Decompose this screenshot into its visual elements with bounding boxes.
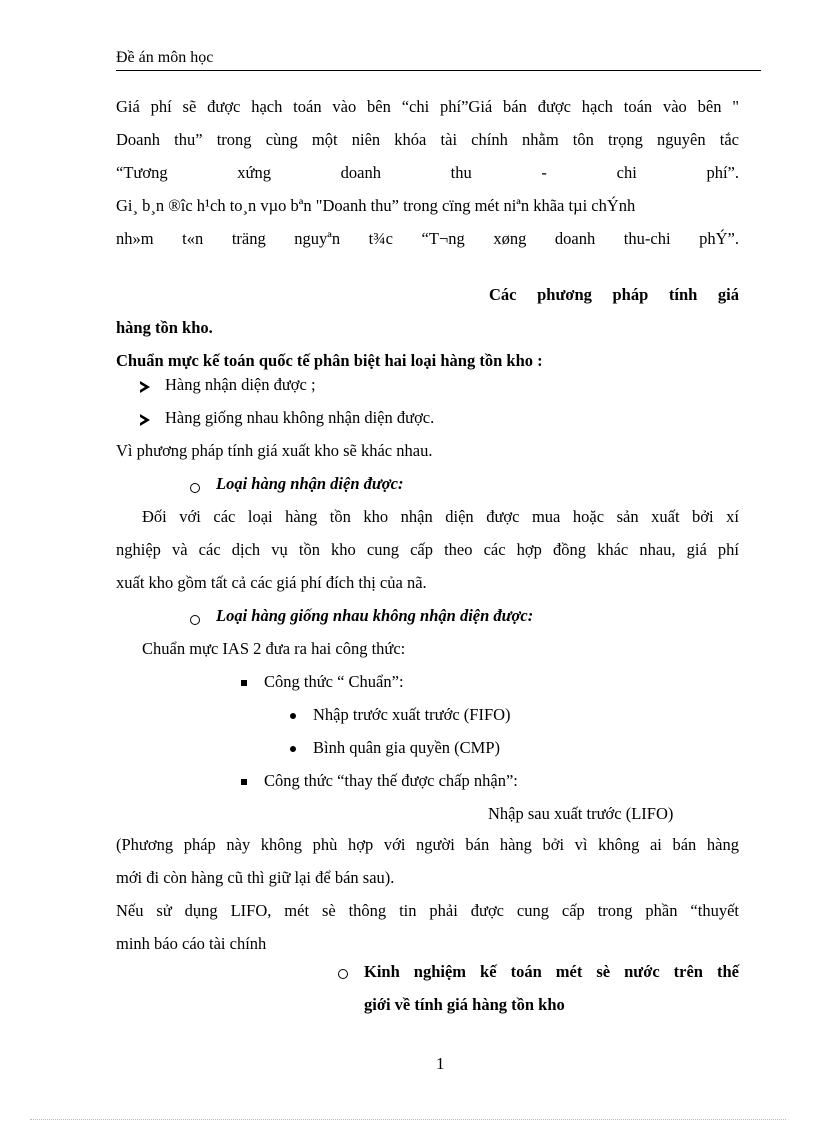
experience-heading-line-2: giới về tính giá hàng tồn kho [364, 995, 565, 1014]
cmp-item: Bình quân gia quyền (CMP) [313, 738, 500, 757]
standard-heading: Chuẩn mực kế toán quốc tế phân biệt hai loại hàng tồn kho : [116, 351, 543, 370]
intro-line-4: Gi¸ b¸n ®îc h¹ch to¸n vµo bªn "Doanh thu” trong cïng mét niªn khãa tµi chÝnh [116, 196, 636, 215]
experience-heading-line-1: Kinh nghiệm kế toán mét sè nước trên thế [364, 962, 739, 981]
arrow-item-2: Hàng giống nhau không nhận diện được. [165, 408, 435, 427]
circle-bullet-icon [190, 483, 200, 493]
intro-line-1: Giá phí sẽ được hạch toán vào bên “chi phí”Giá bán được hạch toán vào bên " [116, 97, 739, 116]
page-number: 1 [436, 1054, 445, 1073]
lifo-usage-line-2: minh báo cáo tài chính [116, 934, 267, 953]
dot-bullet-icon [290, 713, 296, 719]
formula-alternative: Công thức “thay thế được chấp nhận”: [264, 771, 518, 790]
page-bottom-border [30, 1119, 786, 1120]
arrow-item-1: Hàng nhận diện được ; [165, 375, 316, 394]
page-header-title: Đề án môn học [116, 49, 214, 66]
method-note: Vì phương pháp tính giá xuất kho sẽ khác nhau. [116, 441, 433, 460]
section-heading-line-1: Các phương pháp tính giá [489, 285, 739, 304]
lifo-usage-line-1: Nếu sử dụng LIFO, mét sè thông tin phải được cung cấp trong phần “thuyết [116, 901, 739, 920]
ias2-intro: Chuẩn mực IAS 2 đưa ra hai công thức: [142, 639, 406, 658]
identifiable-heading: Loại hàng nhận diện được: [216, 474, 404, 493]
dot-bullet-icon [290, 746, 296, 752]
circle-bullet-icon [338, 969, 348, 979]
arrow-bullet-icon [140, 414, 150, 426]
identifiable-line-2: nghiệp và các dịch vụ tồn kho cung cấp theo các hợp đồng khác nhau, giá phí [116, 540, 739, 559]
square-bullet-icon [241, 680, 247, 686]
header-divider [116, 70, 761, 71]
fifo-item: Nhập trước xuất trước (FIFO) [313, 705, 511, 724]
intro-line-2: Doanh thu” trong cùng một niên khóa tài chính nhằm tôn trọng nguyên tắc [116, 130, 739, 149]
intro-line-3: “Tương xứng doanh thu - chi phí”. [116, 163, 739, 182]
formula-standard: Công thức “ Chuẩn”: [264, 672, 404, 691]
square-bullet-icon [241, 779, 247, 785]
identifiable-line-1: Đối với các loại hàng tồn kho nhận diện được mua hoặc sản xuất bởi xí [142, 507, 739, 526]
identifiable-line-3: xuất kho gồm tất cả các giá phí đích thị của nã. [116, 573, 427, 592]
lifo-item: Nhập sau xuất trước (LIFO) [488, 804, 674, 823]
lifo-note-line-1: (Phương pháp này không phù hợp với người bán hàng bởi vì không ai bán hàng [116, 835, 739, 854]
lifo-note-line-2: mới đi còn hàng cũ thì giữ lại để bán sau). [116, 868, 395, 887]
section-heading-line-2: hàng tồn kho. [116, 318, 213, 337]
nonidentifiable-heading: Loại hàng giống nhau không nhận diện được: [216, 606, 534, 625]
circle-bullet-icon [190, 615, 200, 625]
intro-line-5: nh»m t«n träng nguyªn t¾c “T¬ng xøng doanh thu-chi phÝ”. [116, 229, 739, 248]
arrow-bullet-icon [140, 381, 150, 393]
